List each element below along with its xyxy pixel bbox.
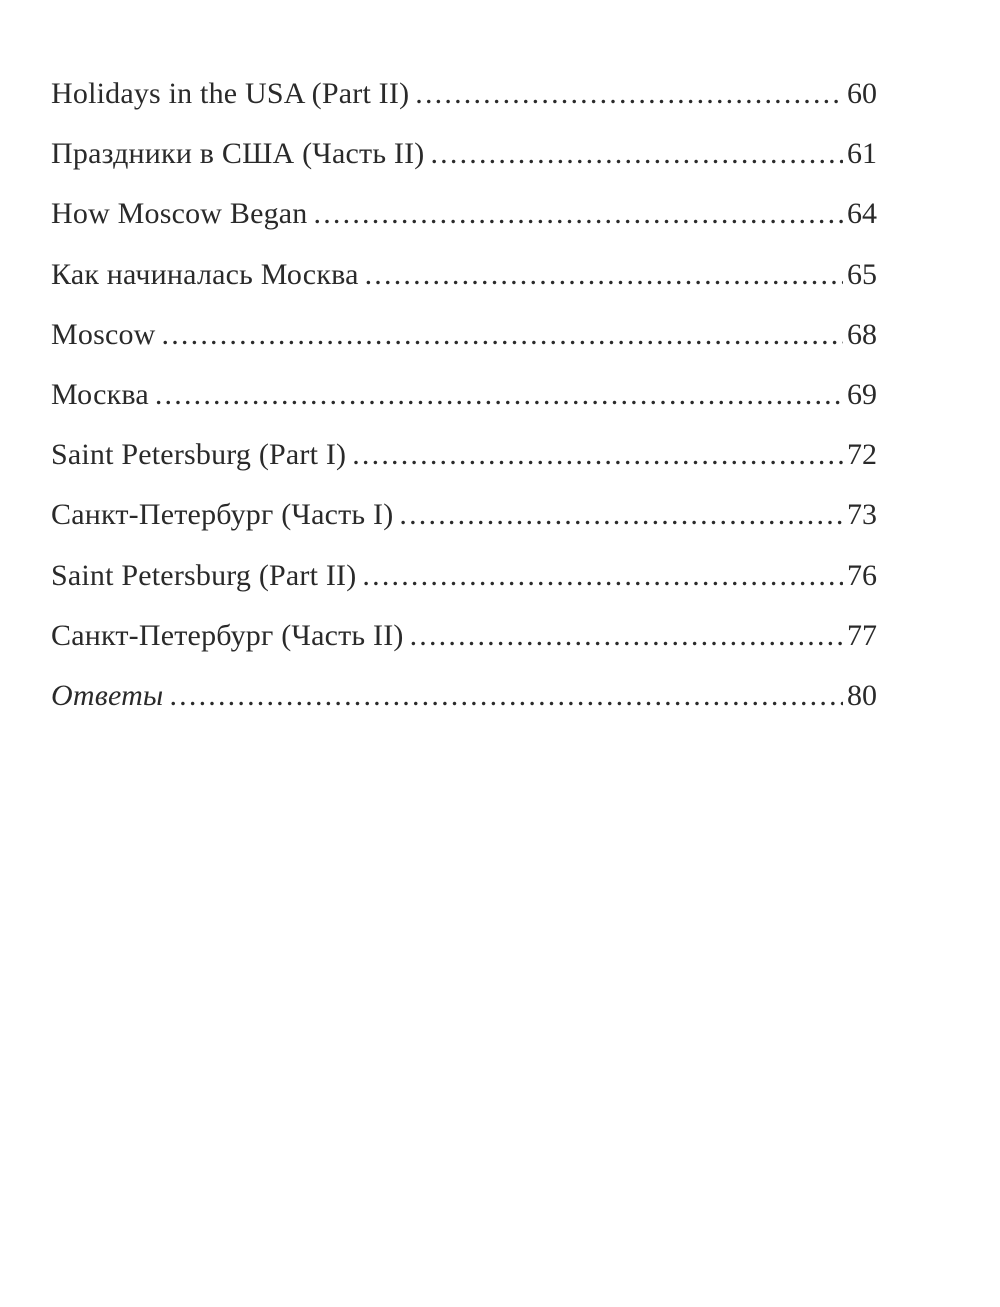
- toc-page-number: 64: [847, 197, 877, 231]
- toc-entry-title: Москва: [51, 377, 149, 411]
- toc-entry-title: Saint Petersburg (Part I): [51, 438, 347, 472]
- toc-dot-leader: [430, 124, 843, 184]
- toc-page-number: 72: [847, 438, 877, 472]
- toc-entry[interactable]: [51, 485, 877, 545]
- toc-dot-leader: [155, 365, 843, 425]
- toc-entry[interactable]: [51, 606, 877, 666]
- toc-page-number: 60: [847, 77, 877, 110]
- toc-page-number: 80: [847, 678, 877, 712]
- toc-dot-leader: [399, 485, 843, 545]
- toc-entry[interactable]: [51, 425, 877, 485]
- toc-entry-title: Санкт-Петербург (Часть II): [51, 618, 404, 652]
- toc-dot-leader: [410, 606, 843, 666]
- toc-entry-title: Праздники в США (Часть II): [51, 137, 425, 171]
- toc-entry-title: Holidays in the USA (Part II): [51, 77, 410, 110]
- toc-entry[interactable]: [51, 124, 877, 184]
- table-of-contents: [51, 64, 877, 726]
- toc-entry[interactable]: [51, 64, 877, 124]
- toc-page-number: 61: [847, 137, 877, 171]
- toc-entry-title: Saint Petersburg (Part II): [51, 558, 357, 592]
- toc-dot-leader: [314, 184, 843, 244]
- toc-dot-leader: [169, 666, 843, 726]
- toc-entry[interactable]: [51, 305, 877, 365]
- toc-dot-leader: [415, 64, 843, 124]
- toc-entry-title: Ответы: [51, 678, 164, 712]
- toc-entry-title: How Moscow Began: [51, 197, 308, 231]
- toc-page-number: 73: [847, 498, 877, 532]
- toc-dot-leader: [352, 425, 843, 485]
- toc-entry-title: Санкт-Петербург (Часть I): [51, 498, 394, 532]
- toc-entry[interactable]: [51, 184, 877, 244]
- toc-page-number: 69: [847, 377, 877, 411]
- toc-dot-leader: [365, 245, 843, 305]
- toc-page-number: 76: [847, 558, 877, 592]
- toc-entry[interactable]: [51, 546, 877, 606]
- toc-entry-title: Как начиналась Москва: [51, 257, 359, 291]
- toc-entry[interactable]: [51, 365, 877, 425]
- toc-entry-title: Moscow: [51, 317, 156, 351]
- toc-page-number: 65: [847, 257, 877, 291]
- toc-entry[interactable]: [51, 245, 877, 305]
- toc-page-number: 77: [847, 618, 877, 652]
- toc-entry[interactable]: [51, 666, 877, 726]
- toc-page-number: 68: [847, 317, 877, 351]
- toc-dot-leader: [362, 546, 843, 606]
- toc-dot-leader: [162, 305, 843, 365]
